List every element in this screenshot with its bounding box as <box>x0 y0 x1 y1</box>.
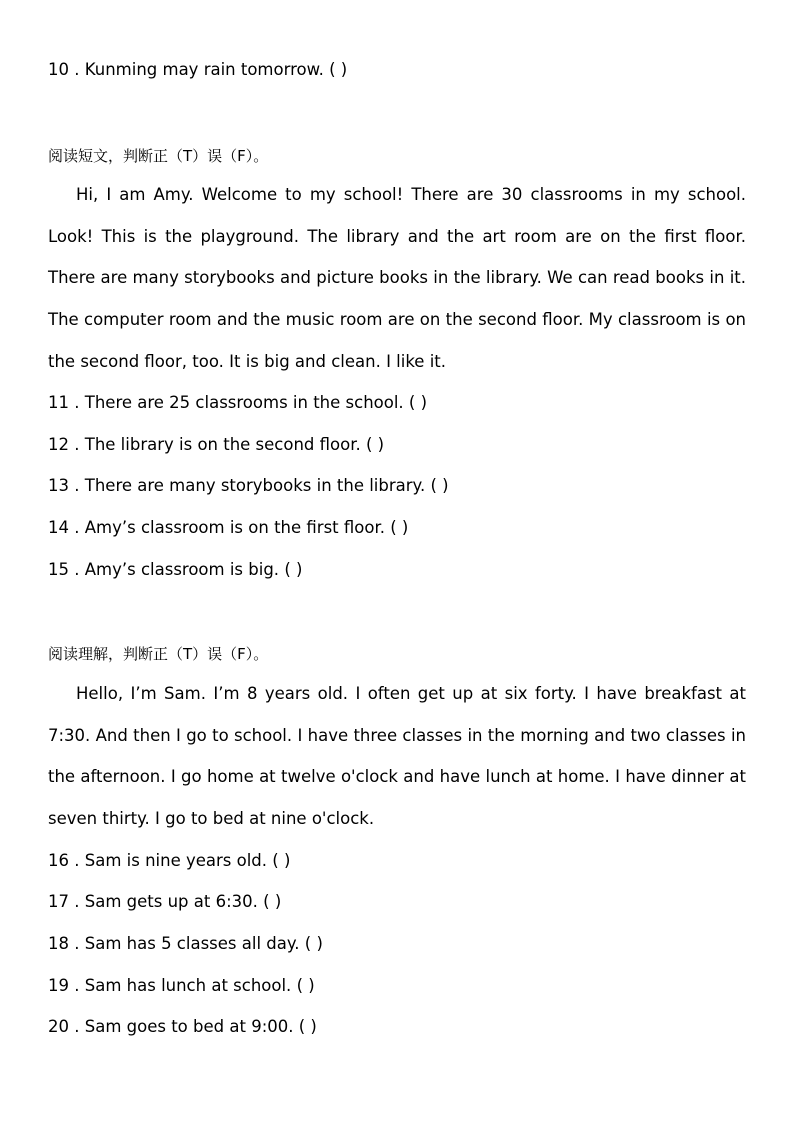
question-number: 13 <box>48 476 69 495</box>
question-number: 16 <box>48 851 69 870</box>
question-text: Sam has lunch at school. <box>84 976 292 995</box>
answer-bracket[interactable]: ( ) <box>329 60 348 79</box>
question-text: There are 25 classrooms in the school. <box>84 393 404 412</box>
question-number: 14 <box>48 518 69 537</box>
section2-instruction: 阅读理解，判断正（T）误（F）。 <box>48 645 269 663</box>
answer-bracket[interactable]: ( ) <box>408 393 428 412</box>
section1-passage <box>48 174 746 383</box>
question-text: Sam gets up at 6:30. <box>84 892 258 911</box>
question-10: 10 . Kunming may rain tomorrow. ( ) <box>48 60 348 79</box>
question-number: 10 <box>48 60 69 79</box>
answer-bracket[interactable]: ( ) <box>304 934 323 953</box>
answer-bracket[interactable]: ( ) <box>263 892 282 911</box>
section2-passage-text: Hello, I’m Sam. I’m 8 years old. I often get up at six forty. I have breakfast at 7:30. And then I go to school. I have three classes in the morning and two classes in the afternoon. I go home at twelve o'clock and have lunch at home. I have dinner at seven thirty. I go to bed at nine o'clock. <box>48 684 746 829</box>
section1-passage-text: Hi, I am Amy. Welcome to my school! There are 30 classrooms in my school. Look! This is the playground. The library and the art room are on the first floor. There are many storybooks and picture books in the library. We can read books in it. The computer room and the music room are on the second floor. My classroom is on the second floor, too. It is big and clean. I like it. <box>48 185 746 371</box>
question-16: 16 . Sam is nine years old. ( ) <box>48 851 291 870</box>
question-number: 19 <box>48 976 69 995</box>
answer-bracket[interactable]: ( ) <box>272 851 291 870</box>
question-text: Sam has 5 classes all day. <box>84 934 300 953</box>
answer-bracket[interactable]: ( ) <box>366 435 385 454</box>
answer-bracket[interactable]: ( ) <box>298 1017 317 1036</box>
answer-bracket[interactable]: ( ) <box>430 476 449 495</box>
question-number: 11 <box>48 393 69 412</box>
question-text: The library is on the second floor. <box>84 435 361 454</box>
question-text: Sam is nine years old. <box>84 851 268 870</box>
question-number: 17 <box>48 892 69 911</box>
answer-bracket[interactable]: ( ) <box>284 560 303 579</box>
question-11: 11 . There are 25 classrooms in the school. ( ) <box>48 393 428 412</box>
question-number: 12 <box>48 435 69 454</box>
question-text: Kunming may rain tomorrow. <box>84 60 324 79</box>
question-12: 12 . The library is on the second floor. ( ) <box>48 435 385 454</box>
question-text: Amy’s classroom is big. <box>84 560 280 579</box>
section2-passage <box>48 673 746 840</box>
question-20: 20 . Sam goes to bed at 9:00. ( ) <box>48 1017 317 1036</box>
question-14: 14 . Amy’s classroom is on the first floor. ( ) <box>48 518 409 537</box>
answer-bracket[interactable]: ( ) <box>390 518 409 537</box>
question-number: 20 <box>48 1017 69 1036</box>
question-15: 15 . Amy’s classroom is big. ( ) <box>48 560 303 579</box>
question-number: 18 <box>48 934 69 953</box>
section1-instruction: 阅读短文，判断正（T）误（F）。 <box>48 147 269 165</box>
question-13: 13 . There are many storybooks in the library. ( ) <box>48 476 449 495</box>
question-text: There are many storybooks in the library. <box>84 476 426 495</box>
question-18: 18 . Sam has 5 classes all day. ( ) <box>48 934 323 953</box>
question-17: 17 . Sam gets up at 6:30. ( ) <box>48 892 282 911</box>
question-19: 19 . Sam has lunch at school. ( ) <box>48 976 315 995</box>
question-number: 15 <box>48 560 69 579</box>
question-text: Amy’s classroom is on the first floor. <box>84 518 385 537</box>
answer-bracket[interactable]: ( ) <box>296 976 315 995</box>
question-text: Sam goes to bed at 9:00. <box>84 1017 294 1036</box>
